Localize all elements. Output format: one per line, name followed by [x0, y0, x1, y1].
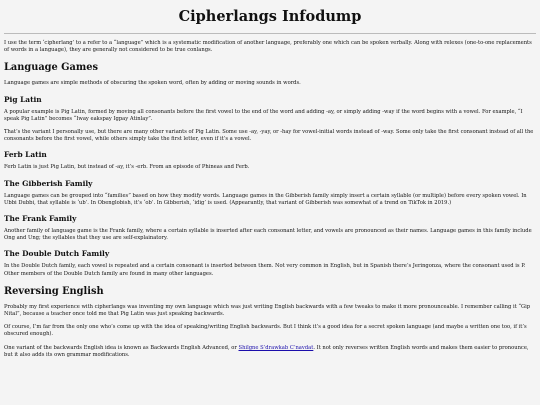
ferb-latin-paragraph: Ferb Latin is just Pig Latin, but instead of -ay, it’s -erb. From an episode of Phineas and Ferb.: [4, 164, 250, 171]
subheading-frank-family: The Frank Family: [4, 214, 77, 224]
language-games-intro: Language games are simple methods of obscuring the spoken word, often by adding or moving sounds in words.: [4, 80, 301, 87]
pig-latin-paragraph-1: A popular example is Pig Latin, formed by moving all consonants before the first vowel to the end of the word and adding -ay, or simply adding -way if the word begins with a vowel. For example, “I speak Pig Latin” becomes “Iway eakspay Igpay Atinlay”.: [4, 108, 523, 122]
reversing-paragraph-1: Probably my first experience with cipherlangs was inventing my own language which was just writing English backwards with a few tweaks to make it more pronounceable. I remember calling it “Gip Nital”, because a teacher once told me that Pig Latin was just speaking backwards.: [4, 303, 531, 318]
frank-paragraph: Another family of language game is the Frank family, where a certain syllable is inserted after each consonant letter, and vowels are pronounced as their names. Language games in this family include Ong and Ung; the syllables that they use are self-explainatory.: [4, 228, 532, 242]
pig-latin-paragraph-2: That’s the variant I personally use, but there are many other variants of Pig Latin. Some use -ay, -yay, or -hay for vowel-initial words instead of -way. Some only take the first consonant instead of all the consonants before the first vowel, while others simply take the first letter, even if it’s a vowel.: [4, 129, 534, 143]
intro-paragraph: I use the term ‘cipherlang’ to a refer to a “language” which is a systematic modification of another language, preferably one which can be spoken verbally. Along with relexes (one-to-one replacements of words in a language), they are generally not considered to be true conlangs.: [4, 40, 532, 54]
subheading-gibberish-family: The Gibberish Family: [4, 178, 93, 188]
subheading-double-dutch-family: The Double Dutch Family: [4, 249, 110, 259]
section-heading-reversing-english: Reversing English: [4, 285, 104, 297]
shilgne-link[interactable]: Shilgne S’drawkab C’navdat: [238, 344, 314, 351]
reversing-paragraph-2: Of course, I’m far from the only one who’s come up with the idea of speaking/writing English backwards. But I think it’s a good idea for a secret spoken language (and maybe a written one too, if it’s obscured enough).: [4, 324, 527, 338]
subheading-ferb-latin: Ferb Latin: [4, 150, 47, 160]
title-divider: [4, 33, 536, 34]
subheading-pig-latin: Pig Latin: [4, 94, 42, 104]
page-title: Cipherlangs Infodump: [178, 8, 362, 25]
section-reversing-english: [4, 286, 536, 359]
page-header: [4, 0, 536, 26]
reversing-p3-text-before: One variant of the backwards English idea is known as Backwards English Advanced, or: [4, 344, 239, 351]
gibberish-paragraph: Language games can be grouped into “families” based on how they modify words. Language games in the Gibberish family simply insert a certain syllable (or multiple) before every spoken vowel. In Ubbi Dubbi, that syllable is ‘ub’. In Obenglobish, it’s ‘ob’. In Gibberish, ‘idig’ is used. (Appearantly, that variant of Gibberish was somewhat of a trend on TikTok in 2019.): [4, 192, 527, 206]
double-dutch-paragraph: In the Double Dutch family, each vowel is repeated and a certain consonant is inserted between them. Not very common in English, but in Spanish there’s Jeringonza, where the consonant used is P. Other members of the Double Dutch family are found in many other languages.: [4, 263, 526, 277]
section-language-games: [4, 62, 536, 277]
reversing-p3-text-after: . It not only reverses written English words and makes them easier to pronounce, but it also adds its own grammar modifications.: [4, 344, 529, 358]
section-heading-language-games: Language Games: [4, 62, 99, 74]
reversing-paragraph-3: [4, 345, 536, 359]
